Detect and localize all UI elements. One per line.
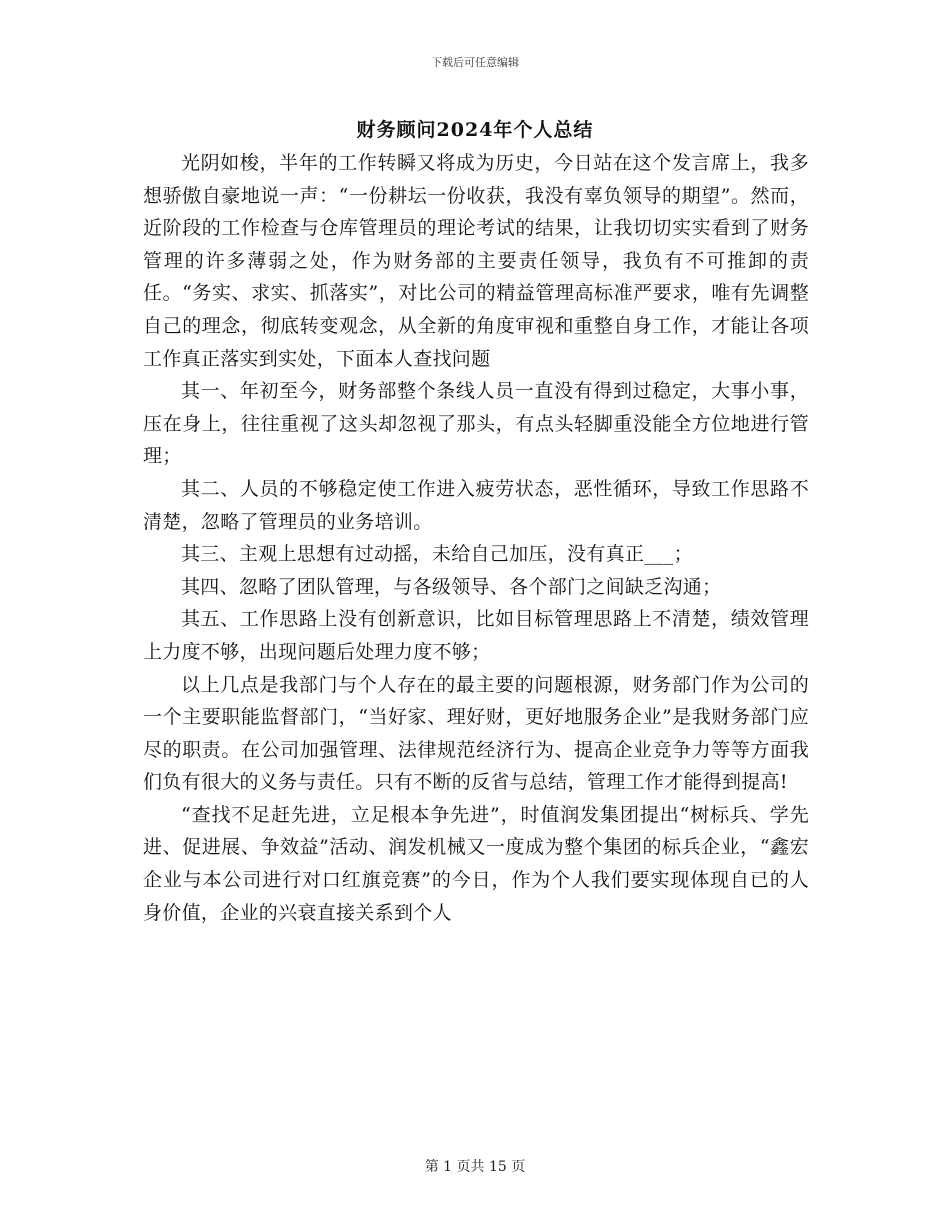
document-title: 财务顾问2024年个人总结	[356, 119, 594, 141]
paragraph-intro: 光阴如梭，半年的工作转瞬又将成为历史，今日站在这个发言席上，我多想骄傲自豪地说一声：“一份耕坛一份收获，我没有辜负领导的期望”。然而，近阶段的工作检查与仓库管理员的理论考试的结果，让我切切实实看到了财务管理的许多薄弱之处，作为财务部的主要责任领导，我负有不可推卸的责任。“务实、求实、抓落实”，对比公司的精益管理高标准严要求，唯有先调整自己的理念，彻底转变观念，从全新的角度审视和重整自身工作，才能让各项工作真正落实到实处，下面本人查找问题	[143, 152, 809, 370]
paragraph-problem-2: 其二、人员的不够稳定使工作进入疲劳状态，恶性循环，导致工作思路不清楚，忽略了管理员的业务培训。	[143, 477, 809, 533]
paragraph-summary: 以上几点是我部门与个人存在的最主要的问题根源，财务部门作为公司的一个主要职能监督部门，“当好家、理好财，更好地服务企业”是我财务部门应尽的职责。在公司加强管理、法律规范经济行为、提高企业竞争力等等方面我们负有很大的义务与责任。只有不断的反省与总结，管理工作才能得到提高!	[143, 673, 809, 794]
document-body	[143, 147, 809, 929]
page-number: 第 1 页共 15 页	[424, 1159, 526, 1175]
paragraph-problem-1: 其一、年初至今，财务部整个条线人员一直没有得到过稳定，大事小事，压在身上，往往重视了这头却忽视了那头，有点头轻脚重没能全方位地进行管理；	[143, 380, 809, 468]
header-note: 下载后可任意编辑	[431, 56, 519, 69]
paragraph-closing: “查找不足赶先进，立足根本争先进”，时值润发集团提出“树标兵、学先进、促进展、争效益”活动、润发机械又一度成为整个集团的标兵企业，“鑫宏企业与本公司进行对口红旗竞赛”的今日，作为个人我们要实现体现自已的人身价值，企业的兴衰直接关系到个人	[143, 803, 809, 924]
paragraph-problem-3: 其三、主观上思想有过动摇，未给自己加压，没有真正___；	[181, 543, 693, 566]
paragraph-problem-5: 其五、工作思路上没有创新意识，比如目标管理思路上不清楚，绩效管理上力度不够，出现问题后处理力度不够；	[143, 608, 809, 663]
paragraph-problem-4: 其四、忽略了团队管理，与各级领导、各个部门之间缺乏沟通；	[181, 575, 722, 598]
